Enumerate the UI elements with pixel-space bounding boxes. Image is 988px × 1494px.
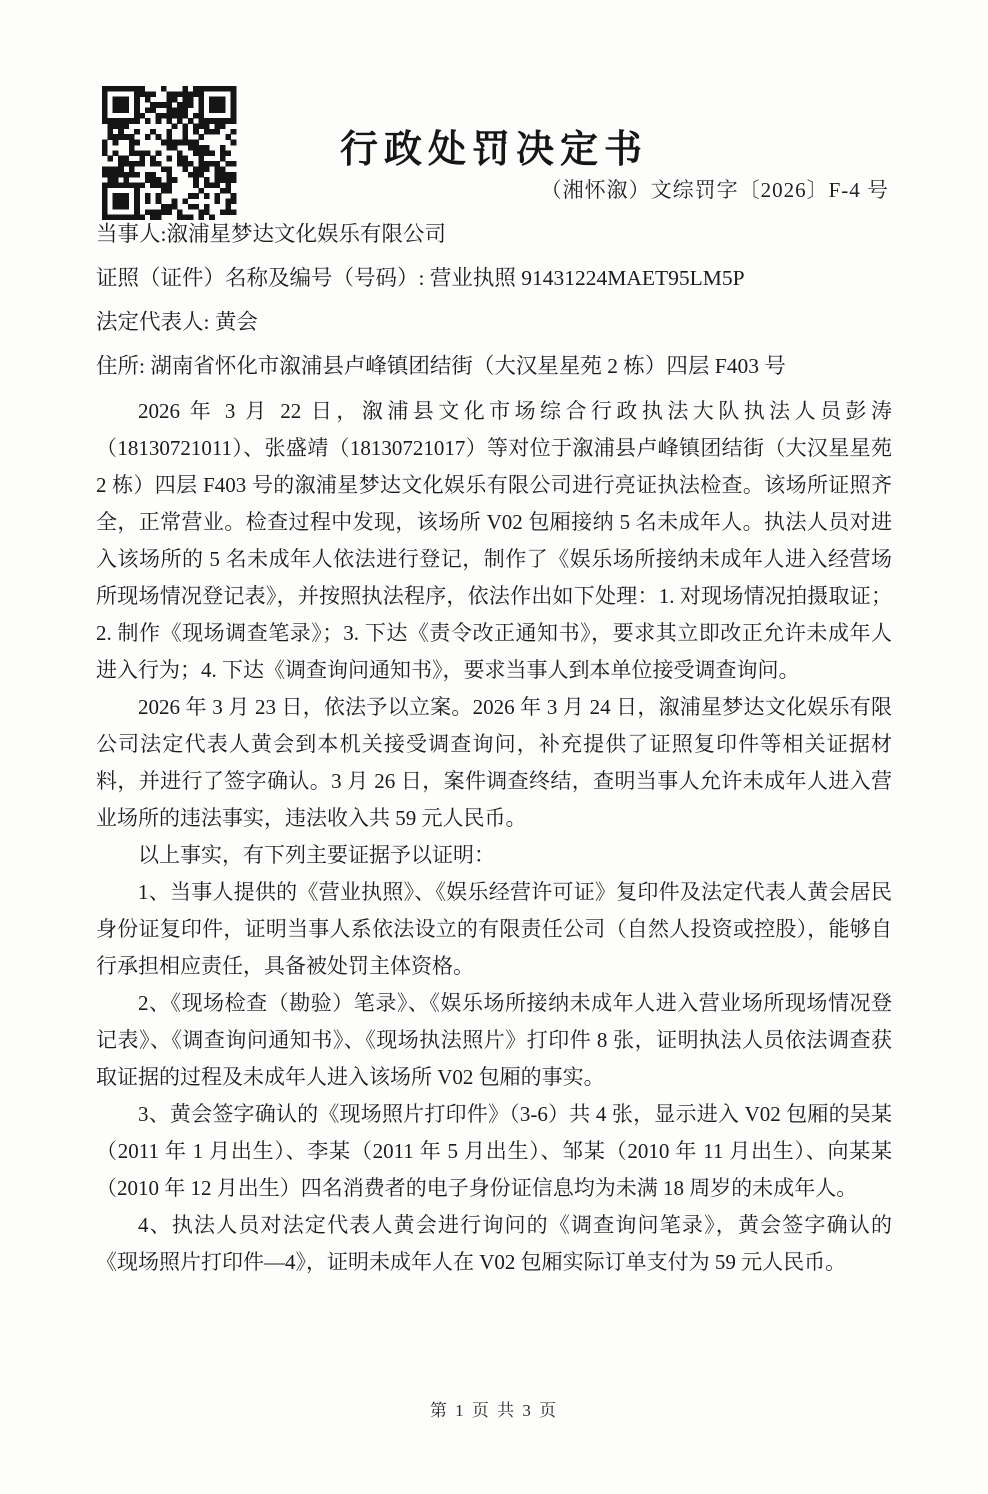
address-value: 湖南省怀化市溆浦县卢峰镇团结街（大汉星星苑 2 栋）四层 F403 号 — [150, 354, 786, 378]
body-paragraph-evidence-3: 3、黄会签字确认的《现场照片打印件》（3-6）共 4 张，显示进入 V02 包厢的吴某（2011 年 1 月出生）、李某（2011 年 5 月出生）、邹某（2010 年 11 月出生）、向某某（2010 年 12 月出生）四名消费者的电子身份证信息均为未满 18 周岁的未成年人。 — [96, 1102, 892, 1200]
body-paragraph-evidence-4: 4、执法人员对法定代表人黄会进行询问的《调查询问笔录》，黄会签字确认的《现场照片打印件—4》，证明未成年人在 V02 包厢实际订单支付为 59 元人民币。 — [96, 1213, 892, 1274]
license-label: 证照（证件）名称及编号（号码）: — [96, 266, 430, 290]
party-value: 溆浦星梦达文化娱乐有限公司 — [166, 222, 446, 246]
legal-representative-value: 黄会 — [214, 310, 258, 334]
document-number: （湘怀溆）文综罚字〔2026〕F-4 号 — [540, 178, 889, 202]
document-body — [96, 212, 892, 1281]
legal-representative-line — [96, 300, 892, 344]
document-title: 行政处罚决定书 — [339, 129, 648, 171]
party-line — [96, 212, 892, 256]
body-paragraph-evidence-1: 1、当事人提供的《营业执照》、《娱乐经营许可证》复印件及法定代表人黄会居民身份证复印件，证明当事人系依法设立的有限责任公司（自然人投资或控股），能够自行承担相应责任，具备被处罚主体资格。 — [96, 880, 892, 978]
page-number-footer: 第 1 页 共 3 页 — [429, 1401, 559, 1420]
body-paragraph-evidence-intro: 以上事实，有下列主要证据予以证明： — [138, 843, 495, 867]
address-line — [96, 344, 892, 388]
paragraphs-block — [96, 393, 892, 1281]
license-line — [96, 256, 892, 300]
party-label: 当事人: — [96, 222, 167, 246]
body-paragraph-inspection: 2026 年 3 月 22 日，溆浦县文化市场综合行政执法大队执法人员彭涛（18130721011）、张盛靖（18130721017）等对位于溆浦县卢峰镇团结街（大汉星星苑 2 栋）四层 F403 号的溆浦星梦达文化娱乐有限公司进行亮证执法检查。该场所证照齐全，正常营业。检查过程中发现，该场所 V02 包厢接纳 5 名未成年人。执法人员对进入该场所的 5 名未成年人依法进行登记，制作了《娱乐场所接纳未成年人进入经营场所现场情况登记表》，并按照执法程序，依法作出如下处理：1. 对现场情况拍摄取证；2. 制作《现场调查笔录》；3. 下达《责令改正通知书》，要求其立即改正允许未成年人进入行为；4. 下达《调查询问通知书》，要求当事人到本单位接受调查询问。 — [96, 399, 892, 682]
address-label: 住所: — [96, 354, 151, 378]
body-paragraph-case-filing: 2026 年 3 月 23 日，依法予以立案。2026 年 3 月 24 日，溆浦星梦达文化娱乐有限公司法定代表人黄会到本机关接受调查询问，补充提供了证照复印件等相关证据材料，并进行了签字确认。3 月 26 日，案件调查终结，查明当事人允许未成年人进入营业场所的违法事实，违法收入共 59 元人民币。 — [96, 695, 892, 830]
legal-representative-label: 法定代表人: — [96, 310, 215, 334]
body-paragraph-evidence-2: 2、《现场检查（勘验）笔录》、《娱乐场所接纳未成年人进入营业场所现场情况登记表》、《调查询问通知书》、《现场执法照片》打印件 8 张，证明执法人员依法调查获取证据的过程及未成年人进入该场所 V02 包厢的事实。 — [96, 991, 892, 1089]
license-value: 营业执照 91431224MAET95LM5P — [429, 266, 745, 290]
